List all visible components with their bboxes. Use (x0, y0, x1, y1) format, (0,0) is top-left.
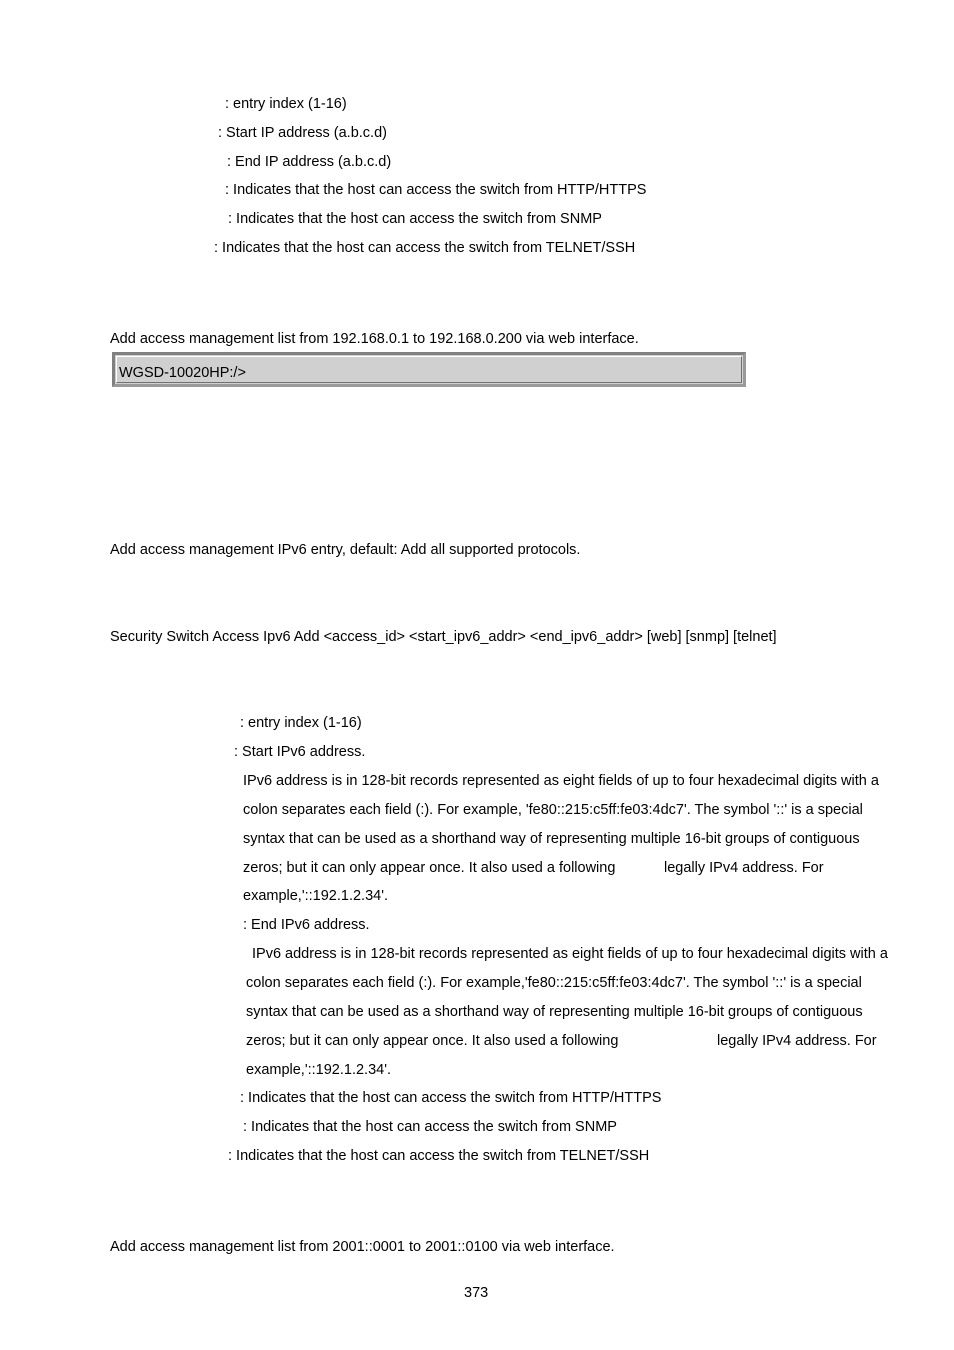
ipv6-end-desc-line: colon separates each field (:). For example,'fe80::215:c5ff:fe03:4dc7'. The symbol '::' is a special (246, 975, 862, 991)
page-number: 373 (464, 1285, 489, 1301)
ipv4-example-text: Add access management list from 192.168.0.1 to 192.168.0.200 via web interface. (110, 331, 639, 347)
ipv4-param-snmp: : Indicates that the host can access the switch from SNMP (228, 211, 602, 227)
ipv6-start-desc-line: colon separates each field (:). For example, 'fe80::215:c5ff:fe03:4dc7'. The symbol '::' is a special (243, 802, 863, 818)
ipv6-start-desc-line: zeros; but it can only appear once. It also used a following (243, 860, 616, 876)
ipv6-param-end: : End IPv6 address. (243, 917, 370, 933)
ipv6-example-text: Add access management list from 2001::0001 to 2001::0100 via web interface. (110, 1239, 615, 1255)
ipv4-param-access-id: : entry index (1-16) (225, 96, 347, 112)
ipv6-syntax: Security Switch Access Ipv6 Add <access_id> <start_ipv6_addr> <end_ipv6_addr> [web] [snmp] [telnet] (110, 629, 777, 645)
ipv6-param-access-id: : entry index (1-16) (240, 715, 362, 731)
ipv6-description: Add access management IPv6 entry, default: Add all supported protocols. (110, 542, 581, 558)
ipv6-start-desc-line: syntax that can be used as a shorthand way of representing multiple 16-bit groups of contiguous (243, 831, 860, 847)
command-example-box (112, 352, 746, 387)
ipv6-start-desc-line: example,'::192.1.2.34'. (243, 888, 388, 904)
ipv6-end-desc-line: zeros; but it can only appear once. It also used a following (246, 1033, 619, 1049)
ipv6-start-desc-line: IPv6 address is in 128-bit records represented as eight fields of up to four hexadecimal digits with a (243, 773, 879, 789)
ipv4-param-telnet: : Indicates that the host can access the switch from TELNET/SSH (214, 240, 636, 256)
ipv6-end-desc-line: syntax that can be used as a shorthand way of representing multiple 16-bit groups of contiguous (246, 1004, 863, 1020)
ipv6-param-snmp: : Indicates that the host can access the switch from SNMP (243, 1119, 617, 1135)
ipv6-end-desc-line: example,'::192.1.2.34'. (246, 1062, 391, 1078)
ipv6-start-desc-line: legally IPv4 address. For (664, 860, 824, 876)
ipv4-param-start-ip: : Start IP address (a.b.c.d) (218, 125, 387, 141)
ipv6-end-desc-line: IPv6 address is in 128-bit records represented as eight fields of up to four hexadecimal digits with a (252, 946, 888, 962)
ipv6-param-start: : Start IPv6 address. (234, 744, 366, 760)
ipv6-param-web: : Indicates that the host can access the switch from HTTP/HTTPS (240, 1090, 662, 1106)
ipv4-param-end-ip: : End IP address (a.b.c.d) (227, 154, 392, 170)
ipv6-param-telnet: : Indicates that the host can access the switch from TELNET/SSH (228, 1148, 650, 1164)
command-prompt: WGSD-10020HP:/> (119, 365, 246, 381)
ipv6-end-desc-line: legally IPv4 address. For (717, 1033, 877, 1049)
ipv4-param-web: : Indicates that the host can access the switch from HTTP/HTTPS (225, 182, 647, 198)
